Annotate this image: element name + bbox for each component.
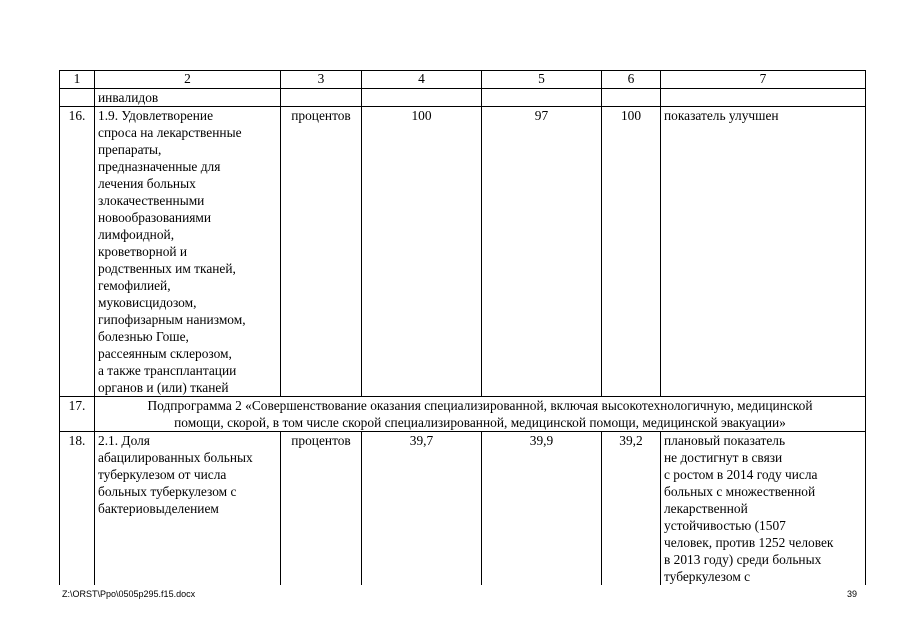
column-header: 2 <box>95 71 281 89</box>
column-header: 4 <box>362 71 482 89</box>
row-number-cell: 16. <box>60 107 95 397</box>
subprogram-title: Подпрограмма 2 «Совершенствование оказания специализированной, включая высокотехнологичную, медицинской помощи, скорой, в том числе скорой специализированной, медицинской помощи, медицинской эвакуации» <box>95 397 866 432</box>
column-header: 7 <box>661 71 866 89</box>
column-header: 5 <box>482 71 602 89</box>
column-header: 6 <box>602 71 661 89</box>
page-number: 39 <box>847 589 858 599</box>
indicator-cell: инвалидов <box>95 89 281 107</box>
table-row <box>60 107 866 397</box>
table-row <box>60 432 866 586</box>
value-cell: 39,2 <box>602 432 661 586</box>
unit-cell: процентов <box>281 107 362 397</box>
value-cell: 39,9 <box>482 432 602 586</box>
footer-file-path: Z:\ORST\Ppo\0505p295.f15.docx <box>62 589 196 599</box>
indicator-cell: 2.1. Доля абацилированных больных туберкулезом от числа больных туберкулезом с бактериовыделением <box>95 432 281 586</box>
column-header: 3 <box>281 71 362 89</box>
subprogram-row <box>60 397 866 432</box>
value-cell: 97 <box>482 107 602 397</box>
column-number-row <box>60 71 866 89</box>
value-cell: 100 <box>362 107 482 397</box>
row-number-cell <box>60 89 95 107</box>
row-number-cell: 17. <box>60 397 95 432</box>
indicator-cell: 1.9. Удовлетворение спроса на лекарственные препараты, предназначенные для лечения больных злокачественными новообразованиями лимфоидной, кроветворной и родственных им тканей, гемофилией, муковисцидозом, гипофизарным нанизмом, болезнью Гоше, рассеянным склерозом, а также трансплантации органов и (или) тканей <box>95 107 281 397</box>
continued-row <box>60 89 866 107</box>
value-cell: 39,7 <box>362 432 482 586</box>
unit-cell: процентов <box>281 432 362 586</box>
value-cell: 100 <box>602 107 661 397</box>
note-cell: показатель улучшен <box>661 107 866 397</box>
indicators-table <box>59 70 866 585</box>
column-header: 1 <box>60 71 95 89</box>
note-cell: плановый показатель не достигнут в связи с ростом в 2014 году числа больных с множественной лекарственной устойчивостью (1507 человек, против 1252 человек в 2013 году) среди больных туберкулезом с <box>661 432 866 586</box>
row-number-cell: 18. <box>60 432 95 586</box>
